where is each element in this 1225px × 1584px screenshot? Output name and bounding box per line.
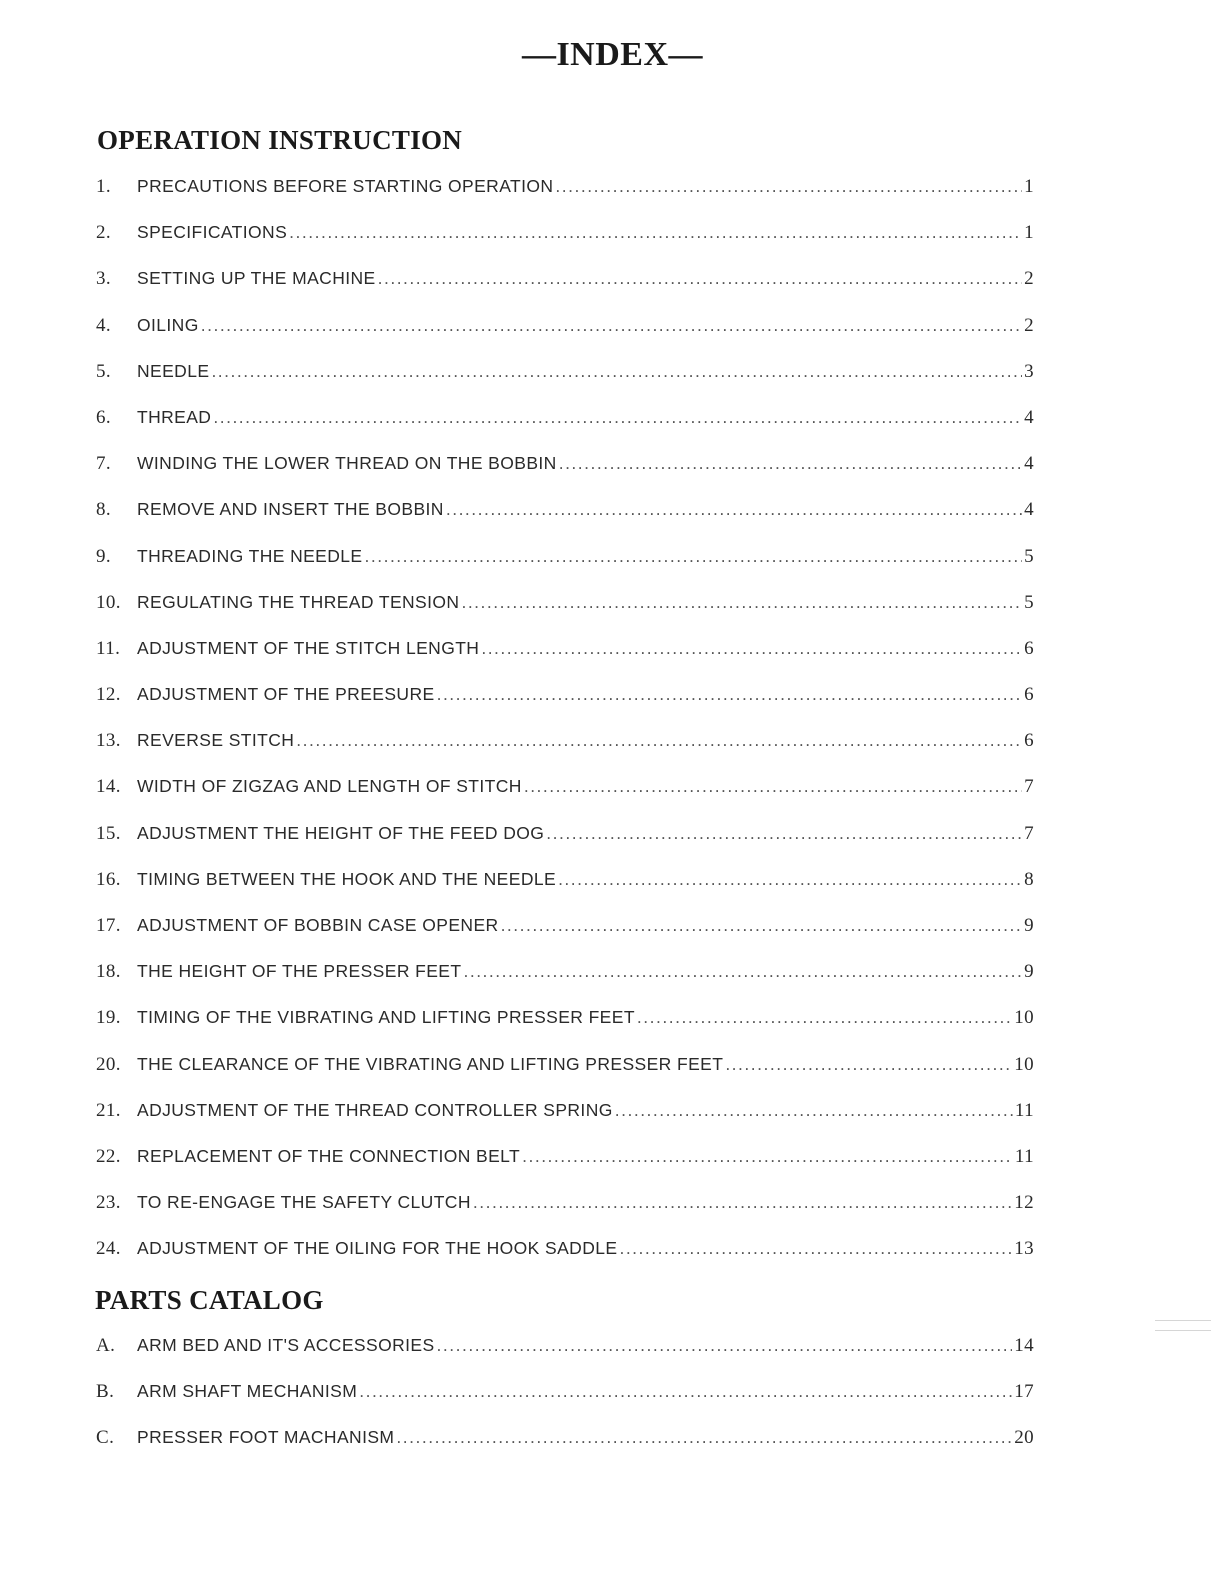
toc-dot-leader — [555, 176, 1022, 197]
toc-entry-title: ADJUSTMENT OF THE PREESURE — [137, 684, 435, 705]
section-heading-operation-instruction: OPERATION INSTRUCTION — [97, 125, 463, 155]
toc-entry-title: ADJUSTMENT OF THE OILING FOR THE HOOK SADDLE — [137, 1238, 618, 1259]
toc-entry-page-number: 10 — [1014, 1053, 1034, 1075]
toc-entry-title: PRECAUTIONS BEFORE STARTING OPERATION — [137, 176, 554, 196]
toc-entry-number: 3. — [96, 268, 112, 290]
toc-entry — [96, 1381, 1034, 1427]
toc-entry-number: 19. — [96, 1007, 121, 1029]
section-heading-parts-catalog: PARTS CATALOG — [95, 1285, 324, 1315]
toc-entry-page-number: 2 — [1024, 314, 1034, 336]
toc-entry-title: SPECIFICATIONS — [137, 222, 288, 243]
operation-instruction-list — [96, 176, 1034, 1285]
toc-entry-title: TIMING OF THE VIBRATING AND LIFTING PRESSER FEET — [137, 1007, 635, 1028]
toc-entry — [96, 592, 1034, 638]
toc-dot-leader — [481, 638, 1022, 659]
toc-entry-number: 15. — [96, 822, 121, 844]
toc-entry — [96, 1192, 1034, 1238]
toc-dot-leader — [463, 961, 1022, 982]
toc-entry — [96, 776, 1034, 822]
parts-catalog-list — [96, 1335, 1034, 1474]
toc-entry — [96, 546, 1034, 592]
index-title: —INDEX— — [521, 36, 704, 73]
toc-entry-title: PRESSER FOOT MACHANISM — [137, 1427, 395, 1448]
toc-entry-title: THREADING THE NEEDLE — [137, 545, 363, 566]
toc-entry-number: C. — [96, 1427, 115, 1449]
toc-dot-leader — [524, 776, 1022, 797]
toc-entry-number: B. — [96, 1381, 115, 1403]
toc-entry-title: REPLACEMENT OF THE CONNECTION BELT — [137, 1145, 521, 1166]
toc-entry-page-number: 10 — [1014, 1007, 1034, 1029]
toc-entry-page-number: 2 — [1024, 268, 1034, 290]
toc-entry-number: 2. — [96, 222, 112, 244]
toc-dot-leader — [559, 453, 1022, 474]
toc-entry — [96, 1007, 1034, 1053]
toc-entry-title: ADJUSTMENT OF THE STITCH LENGTH — [137, 637, 480, 658]
toc-entry — [96, 961, 1034, 1007]
toc-entry-number: 21. — [96, 1099, 121, 1121]
toc-entry-page-number: 4 — [1024, 453, 1034, 475]
toc-dot-leader — [558, 869, 1022, 890]
toc-dot-leader — [213, 407, 1022, 428]
toc-entry-number: 11. — [96, 637, 121, 659]
toc-entry-page-number: 11 — [1014, 1099, 1034, 1121]
toc-entry-page-number: 5 — [1024, 545, 1034, 567]
toc-entry-page-number: 7 — [1024, 776, 1034, 798]
toc-entry-page-number: 4 — [1024, 499, 1034, 521]
toc-dot-leader — [378, 268, 1022, 289]
toc-dot-leader — [359, 1381, 1012, 1402]
toc-entry-page-number: 7 — [1024, 822, 1034, 844]
toc-entry-page-number: 3 — [1024, 360, 1034, 382]
toc-entry-title: TO RE-ENGAGE THE SAFETY CLUTCH — [137, 1192, 471, 1213]
toc-entry-page-number: 9 — [1024, 915, 1034, 936]
toc-entry-page-number: 4 — [1024, 406, 1034, 428]
toc-entry — [96, 1335, 1034, 1381]
toc-entry-title: REMOVE AND INSERT THE BOBBIN — [137, 499, 444, 520]
toc-entry-number: 24. — [96, 1238, 121, 1260]
toc-entry-page-number: 17 — [1014, 1381, 1034, 1403]
toc-entry-number: 13. — [96, 730, 121, 752]
toc-entry — [96, 268, 1034, 314]
toc-entry-page-number: 5 — [1024, 591, 1034, 613]
toc-entry — [96, 222, 1034, 268]
toc-entry-title: ARM SHAFT MECHANISM — [137, 1381, 358, 1402]
toc-entry-number: 17. — [96, 915, 121, 936]
toc-entry — [96, 315, 1034, 361]
toc-entry-title: REGULATING THE THREAD TENSION — [137, 591, 460, 612]
toc-entry — [96, 453, 1034, 499]
toc-entry — [96, 915, 1034, 961]
toc-entry — [96, 638, 1034, 684]
toc-entry — [96, 499, 1034, 545]
toc-entry-title: TIMING BETWEEN THE HOOK AND THE NEEDLE — [137, 868, 557, 889]
toc-dot-leader — [546, 823, 1022, 844]
toc-entry-page-number: 6 — [1024, 684, 1034, 706]
toc-entry-page-number: 9 — [1024, 961, 1034, 983]
toc-entry-number: 16. — [96, 868, 121, 890]
toc-dot-leader — [725, 1054, 1012, 1075]
toc-entry-page-number: 6 — [1024, 637, 1034, 659]
toc-entry-number: 9. — [96, 545, 112, 567]
toc-entry — [96, 823, 1034, 869]
toc-entry-number: 10. — [96, 591, 121, 613]
toc-entry — [96, 1238, 1034, 1284]
scan-artifact — [1155, 1320, 1211, 1331]
toc-entry — [96, 730, 1034, 776]
toc-entry-number: 22. — [96, 1145, 121, 1167]
toc-entry — [96, 407, 1034, 453]
toc-dot-leader — [289, 222, 1022, 243]
toc-entry-title: WINDING THE LOWER THREAD ON THE BOBBIN — [137, 453, 557, 474]
toc-dot-leader — [437, 684, 1023, 705]
toc-dot-leader — [296, 730, 1022, 751]
toc-dot-leader — [501, 915, 1023, 936]
toc-entry-number: 1. — [96, 176, 112, 197]
toc-dot-leader — [446, 499, 1022, 520]
toc-entry-title: ADJUSTMENT THE HEIGHT OF THE FEED DOG — [137, 822, 545, 843]
toc-dot-leader — [473, 1192, 1012, 1213]
toc-dot-leader — [437, 1335, 1013, 1356]
toc-entry-page-number: 12 — [1014, 1192, 1034, 1214]
toc-entry-page-number: 11 — [1014, 1145, 1034, 1167]
toc-dot-leader — [211, 361, 1022, 382]
toc-dot-leader — [461, 592, 1022, 613]
toc-entry-title: ADJUSTMENT OF BOBBIN CASE OPENER — [137, 915, 499, 935]
toc-entry-title: ARM BED AND IT'S ACCESSORIES — [137, 1335, 435, 1355]
toc-entry — [96, 684, 1034, 730]
toc-entry-page-number: 6 — [1024, 730, 1034, 752]
toc-entry — [96, 361, 1034, 407]
toc-entry-number: 12. — [96, 684, 121, 706]
toc-entry-title: ADJUSTMENT OF THE THREAD CONTROLLER SPRING — [137, 1099, 613, 1120]
toc-entry-page-number: 8 — [1024, 868, 1034, 890]
toc-dot-leader — [365, 546, 1023, 567]
toc-entry-page-number: 20 — [1014, 1427, 1034, 1449]
toc-entry-number: 14. — [96, 776, 121, 798]
toc-entry-number: 4. — [96, 314, 112, 336]
toc-entry — [96, 1054, 1034, 1100]
toc-entry-title: NEEDLE — [137, 360, 210, 381]
toc-entry-number: 20. — [96, 1053, 121, 1075]
toc-entry — [96, 1427, 1034, 1473]
toc-entry-title: THE CLEARANCE OF THE VIBRATING AND LIFTING PRESSER FEET — [137, 1053, 724, 1074]
toc-entry-number: 18. — [96, 961, 121, 983]
toc-entry-number: 8. — [96, 499, 112, 521]
toc-entry-title: REVERSE STITCH — [137, 730, 295, 751]
toc-entry-title: OILING — [137, 314, 199, 335]
toc-entry-page-number: 13 — [1014, 1238, 1034, 1260]
toc-entry-page-number: 1 — [1024, 176, 1034, 197]
toc-dot-leader — [615, 1100, 1013, 1121]
toc-entry-page-number: 1 — [1024, 222, 1034, 244]
toc-entry — [96, 1100, 1034, 1146]
toc-entry — [96, 869, 1034, 915]
toc-entry-number: 7. — [96, 453, 112, 475]
toc-dot-leader — [201, 315, 1022, 336]
toc-entry-title: THREAD — [137, 406, 212, 427]
toc-entry — [96, 176, 1034, 222]
toc-entry-number: 23. — [96, 1192, 121, 1214]
toc-dot-leader — [522, 1146, 1013, 1167]
toc-entry-title: THE HEIGHT OF THE PRESSER FEET — [137, 961, 462, 982]
toc-entry-number: 6. — [96, 406, 112, 428]
toc-dot-leader — [396, 1427, 1012, 1448]
toc-entry — [96, 1146, 1034, 1192]
toc-entry-number: A. — [96, 1335, 116, 1356]
toc-dot-leader — [619, 1238, 1012, 1259]
toc-entry-title: WIDTH OF ZIGZAG AND LENGTH OF STITCH — [137, 776, 522, 797]
toc-dot-leader — [637, 1007, 1012, 1028]
toc-entry-title: SETTING UP THE MACHINE — [137, 268, 376, 289]
toc-entry-number: 5. — [96, 360, 112, 382]
toc-entry-page-number: 14 — [1014, 1335, 1034, 1356]
